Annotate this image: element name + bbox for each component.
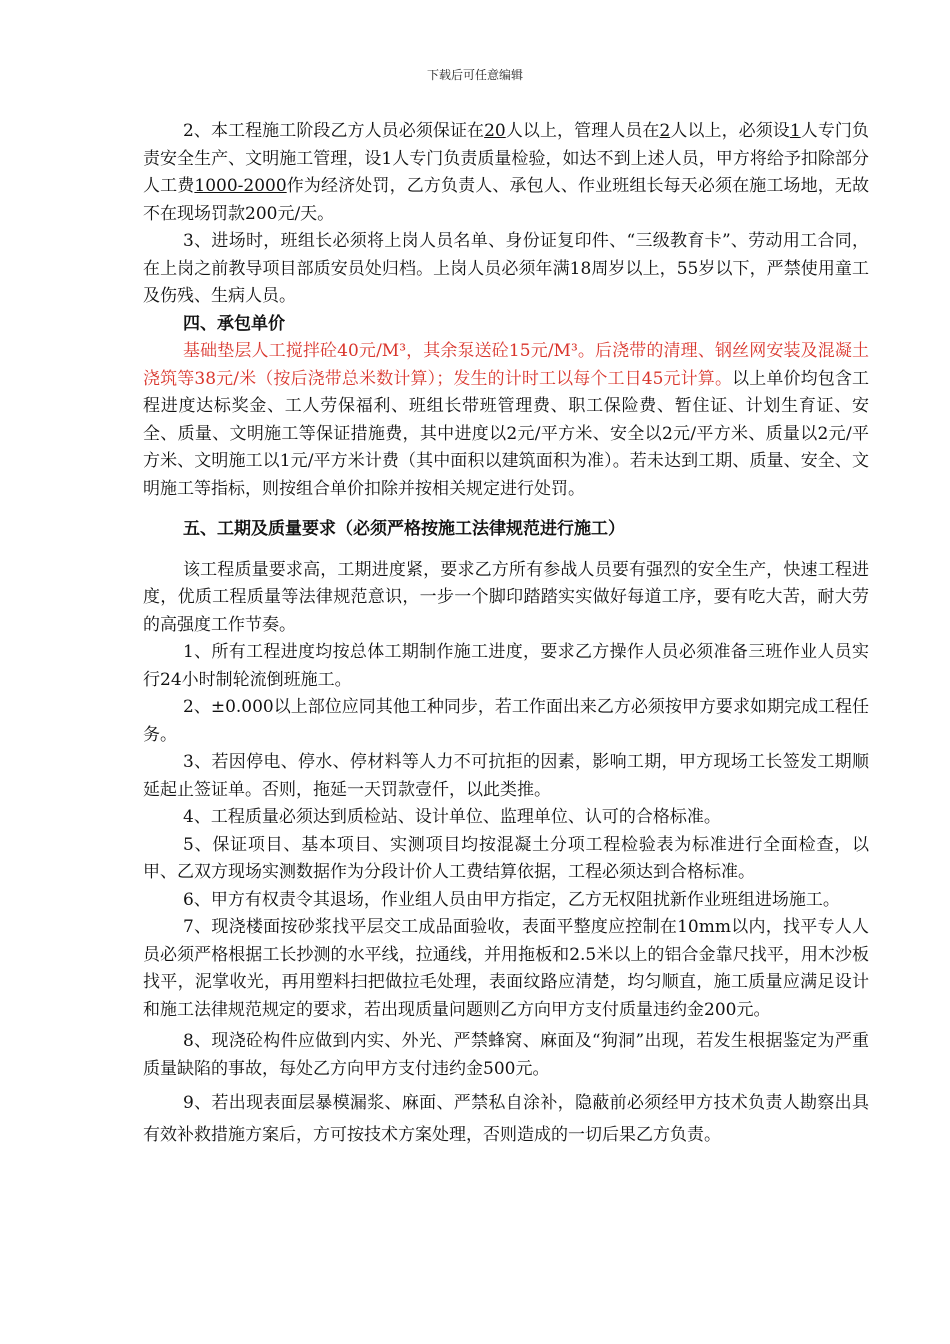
section-5-intro: 该工程质量要求高，工期进度紧，要求乙方所有参战人员要有强烈的安全生产，快速工程进度，优质工程质量等法律规范意识，一步一个脚印踏踏实实做好每道工序，要有吃大苦，耐大劳的高强度工作节奏。	[143, 559, 869, 635]
unit-price-body-text: 以上单价均包含工程进度达标奖金、工人劳保福利、班组长带班管理费、职工保险费、暂住证、计划生育证、安全、质量、文明施工等保证措施费，其中进度以2元/平方米、安全以2元/平方米、质量以2元/平方米、文明施工以1元/平方米计费（其中面积以建筑面积为准）。若未达到工期、质量、安全、文明施工等指标，则按组合单价扣除并按相关规定进行处罚。	[143, 368, 869, 499]
clause-2-penalty-range: 1000-2000	[194, 176, 287, 196]
clause-2-text-a: 2、本工程施工阶段乙方人员必须保证在	[183, 121, 485, 141]
clause-2-text-e: 作为经济处罚，乙方负责人、承包人、作业班组长每天必须在施工场地，无故不在现场罚款200元/天。	[143, 176, 870, 224]
s5-item-9: 9、若出现表面层暴模漏浆、麻面、严禁私自涂补，隐蔽前必须经甲方技术负责人勘察出具有效补救措施方案后，方可按技术方案处理，否则造成的一切后果乙方负责。	[143, 1093, 869, 1145]
s5-item-7: 7、现浇楼面按砂浆找平层交工成品面验收，表面平整度应控制在10mm以内，找平专人人员必须严格根据工长抄测的水平线，拉通线，并用拖板和2.5米以上的铝合金靠尺找平，用木沙板找平，泥掌收光，再用塑料扫把做拉毛处理，表面纹路应清楚，均匀顺直，施工质量应满足设计和施工法律规范规定的要求，若出现质量问题则乙方向甲方支付质量违约金200元。	[143, 917, 869, 1020]
clause-2-text-d: 人专门负责安全生产、文明施工管理，设1人专门负责质量检验，如达不到上述人员，甲方将给予扣除部分人工费	[143, 121, 869, 196]
clause-2-safety-staff: 1	[789, 121, 801, 141]
s5-item-4: 4、工程质量必须达到质检站、设计单位、监理单位、认可的合格标准。	[183, 807, 721, 827]
s5-item-1: 1、所有工程进度均按总体工期制作施工进度，要求乙方操作人员必须准备三班作业人员实行24小时制轮流倒班施工。	[143, 642, 869, 690]
unit-price-paragraph	[143, 338, 869, 503]
page-header-note: 下载后可任意编辑	[426, 68, 523, 82]
unit-price-red-text: 基础垫层人工搅拌砼40元/M³，其余泵送砼15元/M³。后浇带的清理、钢丝网安装及混凝土浇筑等38元/米（按后浇带总米数计算）；发生的计时工以每个工日45元计算。	[143, 341, 869, 389]
section-4-heading: 四、承包单价	[183, 313, 285, 334]
document-body	[143, 118, 869, 1151]
s5-item-8: 8、现浇砼构件应做到内实、外光、严禁蜂窝、麻面及“狗洞”出现，若发生根据鉴定为严重质量缺陷的事故，每处乙方向甲方支付违约金500元。	[143, 1031, 869, 1079]
clause-2-text-b: 人以上，管理人员在	[505, 121, 660, 141]
section-5-heading: 五、工期及质量要求（必须严格按施工法律规范进行施工）	[183, 519, 625, 539]
s5-item-3: 3、若因停电、停水、停材料等人力不可抗拒的因素，影响工期，甲方现场工长签发工期顺延起止签证单。否则，拖延一天罚款壹仟，以此类推。	[143, 752, 869, 800]
clause-2-min-workers: 20	[484, 121, 506, 141]
s5-item-5: 5、保证项目、基本项目、实测项目均按混凝土分项工程检验表为标准进行全面检查，以甲、乙双方现场实测数据作为分段计价人工费结算依据，工程必须达到合格标准。	[143, 834, 869, 882]
clause-2-min-managers: 2	[659, 121, 671, 141]
s5-item-2: 2、±0.000以上部位应同其他工种同步，若工作面出来乙方必须按甲方要求如期完成工程任务。	[143, 697, 869, 745]
clause-3-paragraph: 3、进场时，班组长必须将上岗人员名单、身份证复印件、“三级教育卡”、劳动用工合同，在上岗之前教导项目部质安员处归档。上岗人员必须年满18周岁以上，55岁以下，严禁使用童工及伤残、生病人员。	[143, 231, 869, 306]
clause-2-paragraph	[143, 118, 869, 228]
clause-2-text-c: 人以上，必须设	[670, 121, 790, 141]
s5-item-6: 6、甲方有权责令其退场，作业组人员由甲方指定，乙方无权阻扰新作业班组进场施工。	[183, 889, 840, 910]
